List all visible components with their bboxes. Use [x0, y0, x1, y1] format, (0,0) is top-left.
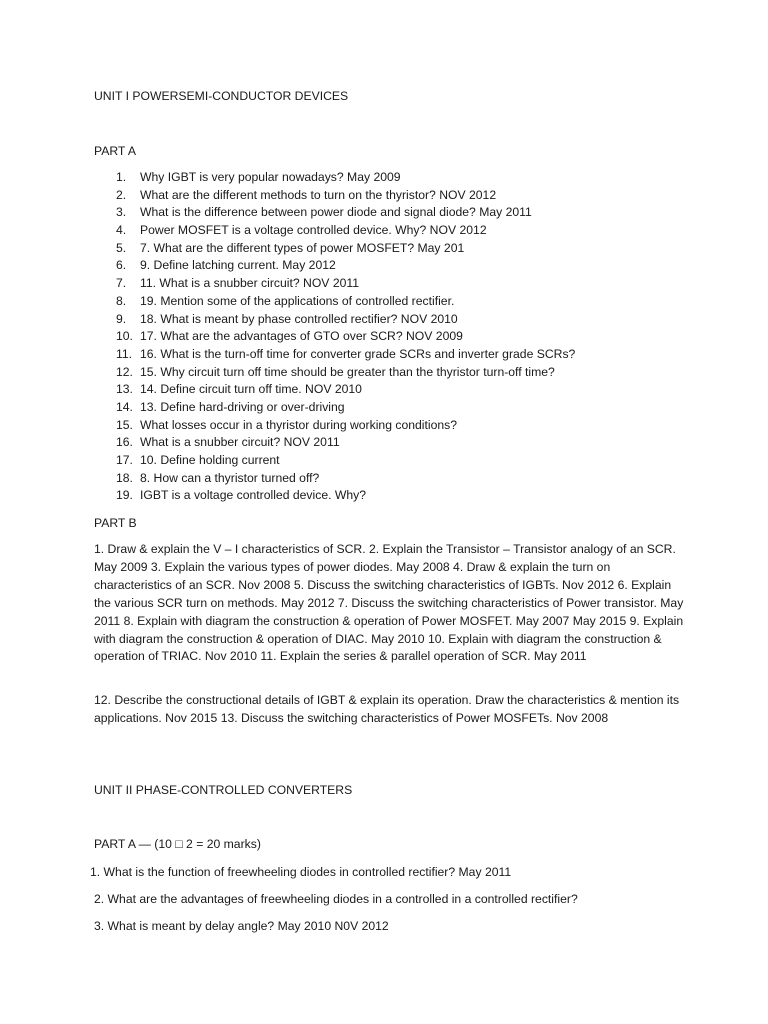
unit1-title: UNIT I POWERSEMI-CONDUCTOR DEVICES — [94, 89, 349, 103]
question-text: 8. How can a thyristor turned off? — [140, 470, 320, 485]
list-item — [94, 240, 714, 258]
question-text: What losses occur in a thyristor during working conditions? — [140, 417, 458, 432]
question-text: 13. Define hard-driving or over-driving — [140, 399, 345, 414]
question-number: 14. — [116, 399, 133, 414]
question-number: 6. — [116, 258, 127, 273]
question-number: 4. — [116, 223, 127, 238]
question-text: 15. Why circuit turn off time should be greater than the thyristor turn-off time? — [140, 364, 555, 379]
question-text: 19. Mention some of the applications of controlled rectifier. — [140, 293, 455, 308]
list-item — [94, 293, 714, 311]
question-text: What is the difference between power diode and signal diode? May 2011 — [140, 205, 532, 220]
unit1-part-b-paragraph-2: 12. Describe the constructional details of IGBT & explain its operation. Draw the characteristics & mention its applications. Nov 2015 13. Discuss the switching characteristics of Power MOSFETs. Nov 2008 — [94, 693, 680, 725]
question-text: 11. What is a snubber circuit? NOV 2011 — [140, 276, 360, 291]
question-text: 10. Define holding current — [140, 453, 280, 467]
question-text: 9. Define latching current. May 2012 — [140, 258, 336, 273]
list-item — [94, 328, 714, 346]
list-item — [94, 311, 714, 329]
list-item — [94, 399, 714, 417]
question-text: Why IGBT is very popular nowadays? May 2009 — [140, 170, 401, 184]
question-number: 13. — [116, 382, 133, 397]
question-number: 11. — [116, 346, 133, 361]
question-text: 17. What are the advantages of GTO over SCR? NOV 2009 — [140, 329, 463, 344]
question-number: 8. — [116, 293, 127, 308]
list-item — [94, 169, 714, 187]
question-number: 16. — [116, 435, 133, 450]
list-item — [94, 257, 714, 275]
question-text: IGBT is a voltage controlled device. Why? — [140, 488, 367, 503]
list-item — [94, 452, 714, 470]
unit2-question-3: 3. What is meant by delay angle? May 2010 N0V 2012 — [94, 919, 389, 933]
question-number: 18. — [116, 470, 133, 485]
question-number: 19. — [116, 488, 133, 503]
unit2-title: UNIT II PHASE-CONTROLLED CONVERTERS — [94, 783, 353, 797]
question-text: What is a snubber circuit? NOV 2011 — [140, 435, 340, 450]
unit1-part-b-heading: PART B — [94, 516, 137, 530]
list-item — [94, 381, 714, 399]
list-item — [94, 346, 714, 364]
question-text: Power MOSFET is a voltage controlled device. Why? NOV 2012 — [140, 223, 487, 238]
question-text: 18. What is meant by phase controlled rectifier? NOV 2010 — [140, 311, 458, 326]
question-number: 5. — [116, 240, 127, 255]
list-item — [94, 275, 714, 293]
unit1-part-b-paragraph-1: 1. Draw & explain the V – I characteristics of SCR. 2. Explain the Transistor – Transistor analogy of an SCR. May 2009 3. Explain the various types of power diodes. May 2008 4. Draw & explain the turn on characteristics of an SCR. Nov 2008 5. Discuss the switching characteristics of IGBTs. Nov 2012 6. Explain the various SCR turn on methods. May 2012 7. Discuss the switching characteristics of Power transistor. May 2011 8. Explain with diagram the construction & operation of Power MOSFET. May 2007 May 2015 9. Explain with diagram the construction & operation of DIAC. May 2010 10. Explain with diagram the construction & operation of TRIAC. Nov 2010 11. Explain the series & parallel operation of SCR. May 2011 — [94, 542, 684, 664]
list-item — [94, 470, 714, 488]
unit1-part-a-question-list — [94, 169, 714, 505]
question-number: 10. — [116, 329, 133, 344]
question-text: 16. What is the turn-off time for converter grade SCRs and inverter grade SCRs? — [140, 346, 576, 361]
question-number: 3. — [116, 205, 127, 220]
unit2-question-2: 2. What are the advantages of freewheeling diodes in a controlled in a controlled rectifier? — [94, 892, 578, 906]
list-item — [94, 187, 714, 205]
question-number: 15. — [116, 417, 133, 432]
question-number: 9. — [116, 311, 127, 326]
question-text: 14. Define circuit turn off time. NOV 2010 — [140, 382, 362, 397]
question-text: 7. What are the different types of power MOSFET? May 201 — [140, 240, 465, 255]
question-number: 17. — [116, 453, 133, 467]
question-number: 2. — [116, 187, 127, 202]
list-item — [94, 487, 714, 505]
list-item — [94, 364, 714, 382]
unit1-part-a-heading: PART A — [94, 144, 136, 158]
list-item — [94, 417, 714, 435]
question-number: 12. — [116, 364, 133, 379]
list-item — [94, 434, 714, 452]
unit2-question-1: 1. What is the function of freewheeling diodes in controlled rectifier? May 2011 — [90, 865, 512, 879]
question-number: 1. — [116, 170, 127, 184]
unit2-part-a-heading: PART A — (10 □ 2 = 20 marks) — [94, 837, 261, 851]
question-text: What are the different methods to turn on the thyristor? NOV 2012 — [140, 187, 497, 202]
question-number: 7. — [116, 276, 127, 291]
list-item — [94, 222, 714, 240]
list-item — [94, 204, 714, 222]
